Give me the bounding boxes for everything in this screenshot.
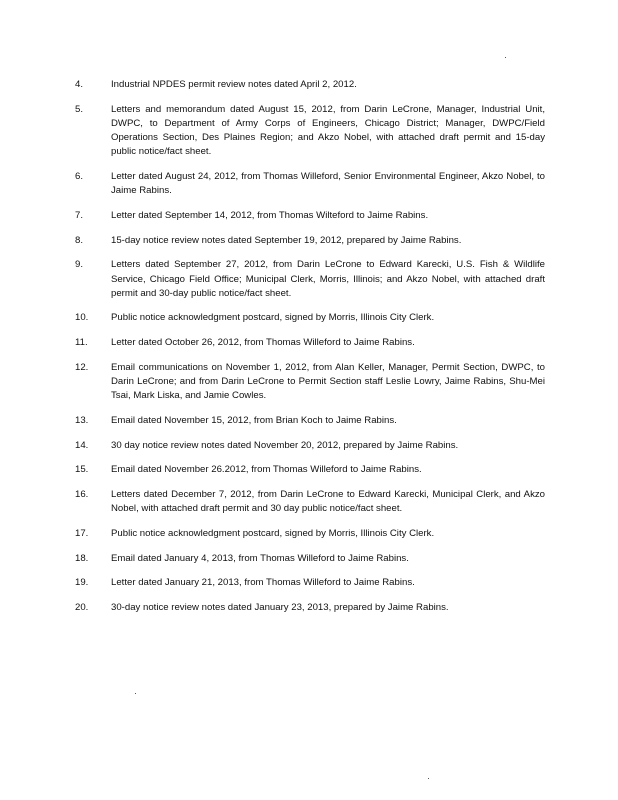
item-number: 13. <box>75 414 89 426</box>
item-number: 9. <box>75 259 84 271</box>
item-text: Public notice acknowledgment postcard, signed by Morris, Illinois City Clerk. <box>111 312 435 324</box>
list-item <box>75 103 545 160</box>
exhibit-list <box>75 78 545 626</box>
item-text: Email dated January 4, 2013, from Thomas Willeford to Jaime Rabins. <box>111 552 409 564</box>
item-number: 15. <box>75 464 89 476</box>
list-item <box>75 576 545 590</box>
list-item <box>75 439 545 453</box>
list-item <box>75 234 545 248</box>
item-number: 10. <box>75 312 89 324</box>
item-text: 15-day notice review notes dated September 19, 2012, prepared by Jaime Rabins. <box>111 234 462 246</box>
list-item <box>75 336 545 350</box>
item-number: 5. <box>75 103 84 115</box>
list-item <box>75 601 545 615</box>
item-number: 14. <box>75 439 89 451</box>
item-text: Letters dated December 7, 2012, from Darin LeCrone to Edward Karecki, Municipal Clerk, and Akzo Nobel, with attached draft permit and 30 day public notice/fact sheet. <box>111 489 545 515</box>
item-number: 4. <box>75 79 84 90</box>
scan-speck <box>505 57 506 58</box>
item-number: 20. <box>75 602 89 614</box>
item-number: 12. <box>75 361 89 373</box>
item-text: Email communications on November 1, 2012, from Alan Keller, Manager, Permit Section, DWPC, to Darin LeCrone; and from Darin LeCrone to Permit Section staff Leslie Lowry, Jaime Rabins, Shu-Mei Tsai, Mark Liska, and Jamie Cowles. <box>111 361 545 402</box>
list-item <box>75 414 545 428</box>
item-number: 19. <box>75 577 89 589</box>
item-text: Email dated November 26.2012, from Thomas Willeford to Jaime Rabins. <box>111 464 422 476</box>
item-number: 6. <box>75 171 84 183</box>
item-text: Letter dated September 14, 2012, from Thomas Wilteford to Jaime Rabins. <box>111 209 429 221</box>
list-item <box>75 361 545 404</box>
list-item <box>75 488 545 516</box>
list-item <box>75 527 545 541</box>
item-number: 11. <box>75 337 88 349</box>
item-text: Public notice acknowledgment postcard, signed by Morris, Illinois City Clerk. <box>111 527 435 539</box>
list-item <box>75 209 545 223</box>
list-item <box>75 552 545 566</box>
item-number: 16. <box>75 489 89 501</box>
scan-speck <box>428 778 429 779</box>
item-text: Email dated November 15, 2012, from Brian Koch to Jaime Rabins. <box>111 414 397 426</box>
item-number: 8. <box>75 234 84 246</box>
item-text: Letters and memorandum dated August 15, 2012, from Darin LeCrone, Manager, Industrial Unit, DWPC, to Department of Army Corps of Engineers, Chicago District; Manager, DWPC/Field Operations Section, Des Plaines Region; and Akzo Nobel, with attached draft permit and 15-day public notice/fact sheet. <box>111 103 545 158</box>
item-number: 18. <box>75 552 89 564</box>
list-item <box>75 311 545 325</box>
list-item <box>75 78 545 92</box>
item-number: 7. <box>75 209 84 221</box>
item-number: 17. <box>75 527 89 539</box>
list-item <box>75 258 545 301</box>
list-item <box>75 463 545 477</box>
list-item <box>75 170 545 198</box>
item-text: 30-day notice review notes dated January 23, 2013, prepared by Jaime Rabins. <box>111 602 449 614</box>
item-text: Letter dated August 24, 2012, from Thomas Willeford, Senior Environmental Engineer, Akzo Nobel, to Jaime Rabins. <box>111 171 545 197</box>
item-text: Letters dated September 27, 2012, from Darin LeCrone to Edward Karecki, U.S. Fish & Wildlife Service, Chicago Field Office; Municipal Clerk, Morris, Illinois; and Akzo Nobel, with attached draft permit and 30-day public notice/fact sheet. <box>111 259 545 299</box>
scan-speck <box>135 693 136 694</box>
item-text: Letter dated October 26, 2012, from Thomas Willeford to Jaime Rabins. <box>111 337 415 349</box>
item-text: 30 day notice review notes dated November 20, 2012, prepared by Jaime Rabins. <box>111 439 459 451</box>
item-text: Industrial NPDES permit review notes dated April 2, 2012. <box>111 79 357 90</box>
item-text: Letter dated January 21, 2013, from Thomas Willeford to Jaime Rabins. <box>111 577 415 589</box>
